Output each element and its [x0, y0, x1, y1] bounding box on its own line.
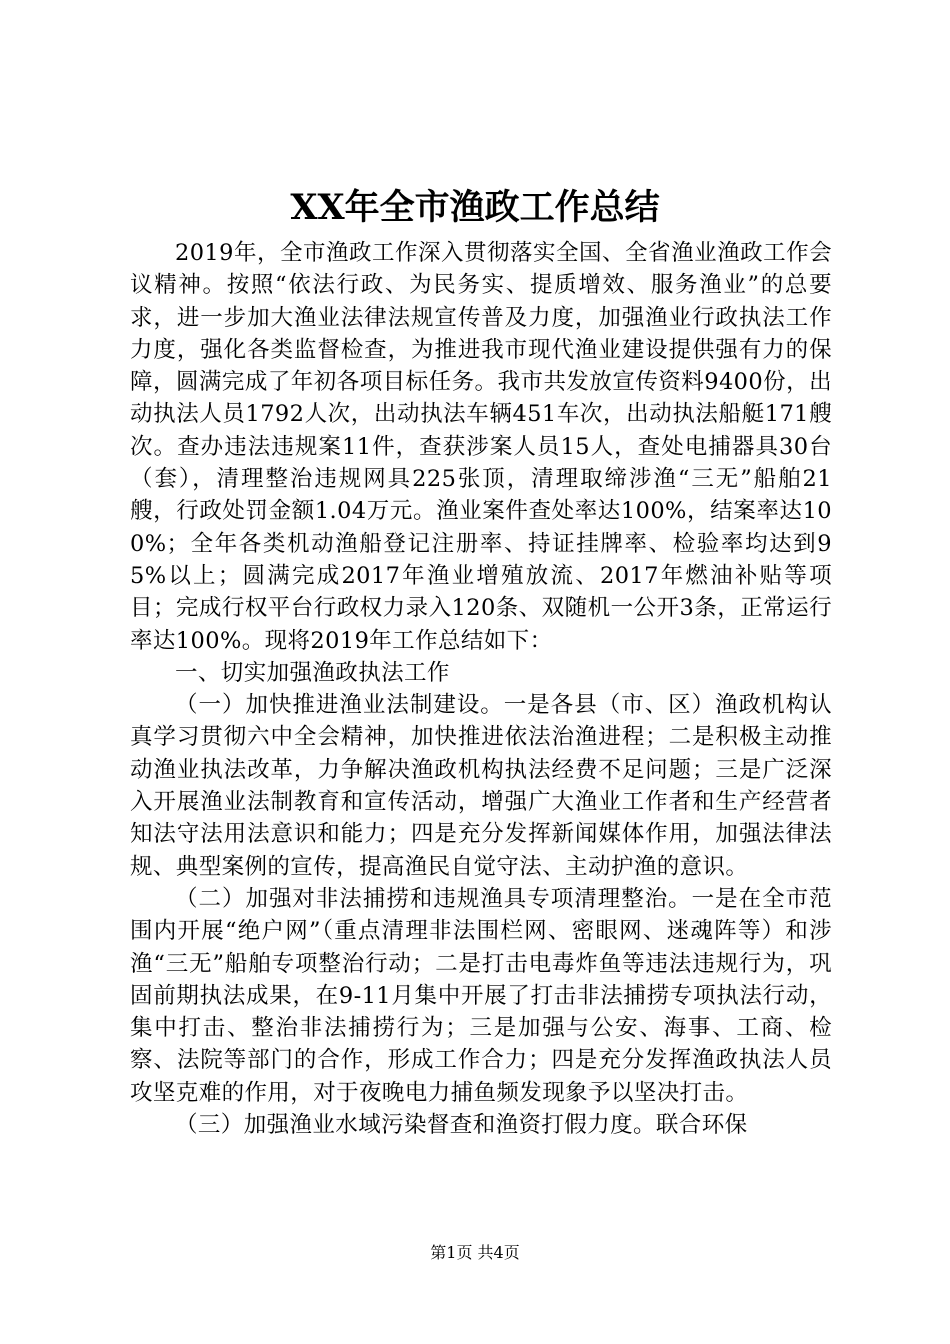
- page-number-footer: 第1页 共4页: [430, 1243, 520, 1262]
- paragraph-subsection-1: （一）加快推进渔业法制建设。一是各县（市、区）渔政机构认真学习贯彻六中全会精神，加快推进依法治渔进程；二是积极主动推动渔业执法改革，力争解决渔政机构执法经费不足问题；三是广泛深入开展渔业法制教育和宣传活动，增强广大渔业工作者和生产经营者知法守法用法意识和能力；四是充分发挥新闻媒体作用，加强法律法规、典型案例的宣传，提高渔民自觉守法、主动护渔的意识。: [130, 692, 832, 880]
- section-heading-1: 一、切实加强渔政执法工作: [175, 659, 450, 686]
- paragraph-subsection-2: （二）加强对非法捕捞和违规渔具专项清理整治。一是在全市范围内开展“绝户网”（重点清理非法围栏网、密眼网、迷魂阵等）和涉渔“三无”船舶专项整治行动；二是打击电毒炸鱼等违法违规行为，巩固前期执法成果，在9-11月集中开展了打击非法捕捞专项执法行动，集中打击、整治非法捕捞行为；三是加强与公安、海事、工商、检察、法院等部门的合作，形成工作合力；四是充分发挥渔政执法人员攻坚克难的作用，对于夜晚电力捕鱼频发现象予以坚决打击。: [130, 885, 832, 1106]
- document-title: XX年全市渔政工作总结: [290, 187, 660, 228]
- document-body: [130, 237, 832, 1141]
- paragraph-intro: 2019年，全市渔政工作深入贯彻落实全国、全省渔业渔政工作会议精神。按照“依法行政、为民务实、提质增效、服务渔业”的总要求，进一步加大渔业法律法规宣传普及力度，加强渔业行政执法工作力度，强化各类监督检查，为推进我市现代渔业建设提供强有力的保障，圆满完成了年初各项目标任务。我市共发放宣传资料9400份，出动执法人员1792人次，出动执法车辆451车次，出动执法船艇171艘次。查办违法违规案11件，查获涉案人员15人，查处电捕器具30台（套），清理整治违规网具225张顶，清理取缔涉渔“三无”船舶21艘，行政处罚金额1.04万元。渔业案件查处率达100%，结案率达100%；全年各类机动渔船登记注册率、持证挂牌率、检验率均达到95%以上；圆满完成2017年渔业增殖放流、2017年燃油补贴等项目；完成行权平台行政权力录入120条、双随机一公开3条，正常运行率达100%。现将2019年工作总结如下：: [130, 240, 832, 654]
- paragraph-subsection-3: （三）加强渔业水域污染督查和渔资打假力度。联合环保: [175, 1112, 748, 1139]
